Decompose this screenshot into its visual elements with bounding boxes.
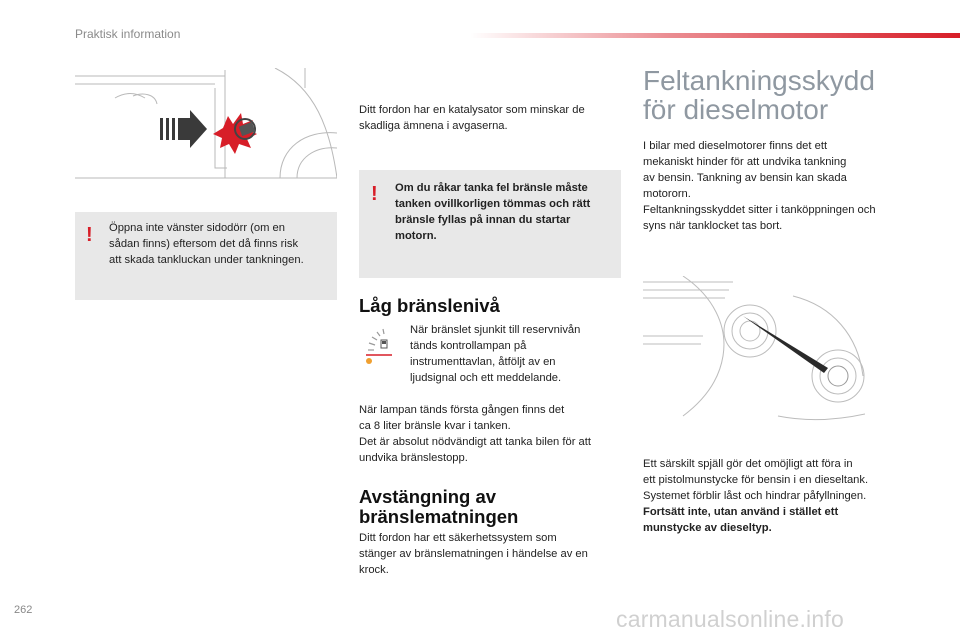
diesel-flap-paragraph: Ett särskilt spjäll gör det omöjligt att föra in ett pistolmunstycke för bensin i en dieseltank. Systemet förblir låst och hindrar påfyllningen. xyxy=(643,458,869,502)
header-accent-bar xyxy=(470,33,960,38)
low-fuel-heading: Låg bränslenivå xyxy=(359,295,500,316)
warning-exclamation-icon: ! xyxy=(371,183,378,205)
fuel-shutoff-heading: Avstängning av bränslematningen xyxy=(359,486,519,527)
page-section-title: Praktisk information xyxy=(75,27,181,41)
fuel-flap-illustration xyxy=(75,68,337,184)
low-fuel-paragraph: När lampan tänds första gången finns det ca 8 liter bränsle kvar i tanken. Det är absolut nödvändigt att tanka bilen för att undvika bränslestopp. xyxy=(359,404,591,464)
misfuel-protection-paragraph: I bilar med dieselmotorer finns det ett mekaniskt hinder för att undvika tankning av bensin. Tankning av bensin kan skada motororn. Feltankningsskyddet sitter i tanköppningen och syns när tanklocket tas bort. xyxy=(643,140,876,232)
wrong-fuel-warning-text: Om du råkar tanka fel bränsle måste tanken ovillkorligen tömmas och rätt bränsle fyllas på innan du startar motorn. xyxy=(395,182,591,242)
side-door-warning-text: Öppna inte vänster sidodörr (om en sådan finns) eftersom det då finns risk att skada tankluckan under tankningen. xyxy=(109,222,304,266)
diesel-flap-bold-note: Fortsätt inte, utan använd i stället ett munstycke av dieseltyp. xyxy=(643,506,839,534)
side-door-warning-box xyxy=(75,212,337,300)
fuel-gauge-icon xyxy=(364,328,396,366)
misfuel-protection-heading: Feltankningsskydd för dieselmotor xyxy=(643,65,875,125)
catalyst-intro-text: Ditt fordon har en katalysator som minskar de skadliga ämnena i avgaserna. xyxy=(359,104,585,132)
fuel-shutoff-paragraph: Ditt fordon har ett säkerhetssystem som stänger av bränslematningen i händelse av en krock. xyxy=(359,532,588,576)
low-fuel-icon-text: När bränslet sjunkit till reservnivån tänds kontrollampan på instrumenttavlan, åtföljt av en ljudsignal och ett meddelande. xyxy=(410,324,581,384)
warning-exclamation-icon: ! xyxy=(86,224,93,246)
diesel-filler-neck-illustration xyxy=(643,276,865,426)
page-number: 262 xyxy=(14,604,33,616)
wrong-fuel-warning-box xyxy=(359,170,621,278)
watermark: carmanualsonline.info xyxy=(616,606,844,632)
